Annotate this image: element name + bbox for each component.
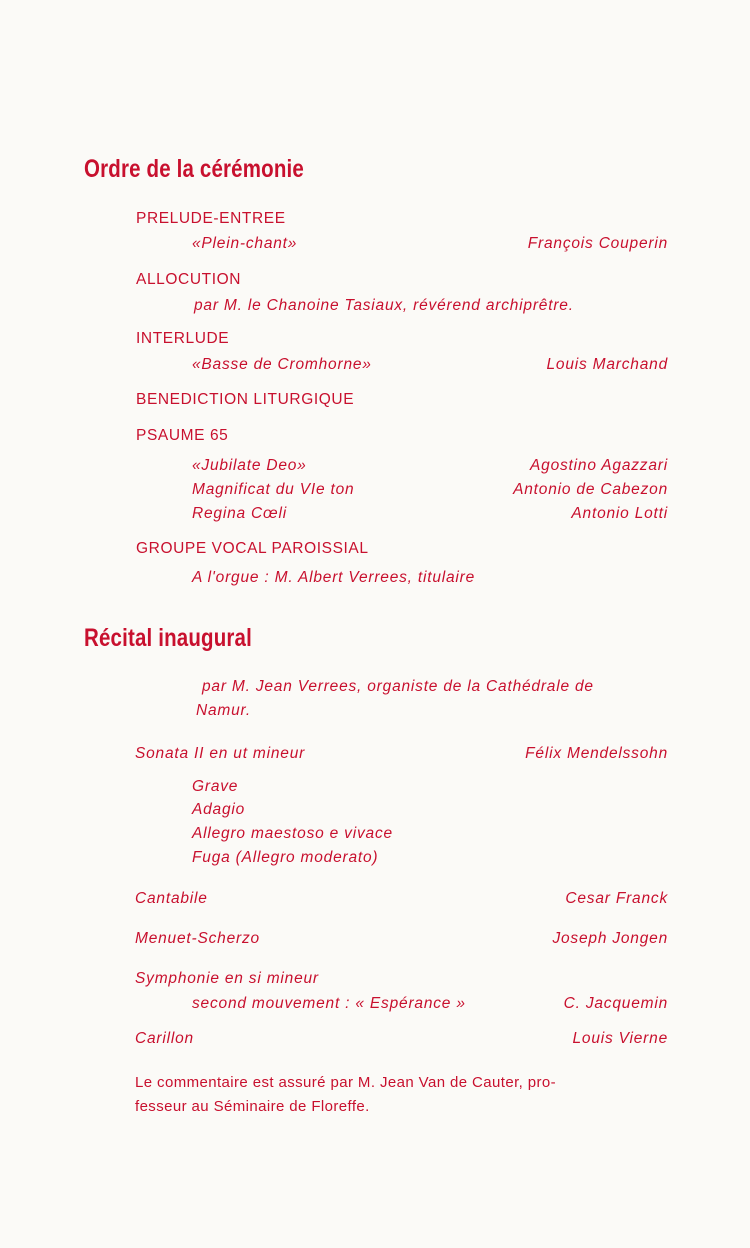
psaume-work-3: Regina Cœli [192, 505, 287, 522]
psaume-work-1: «Jubilate Deo» [192, 457, 307, 474]
allocution-text: par M. le Chanoine Tasiaux, révérend archiprêtre. [194, 297, 574, 314]
sonata-movement-4: Fuga (Allegro moderato) [192, 849, 379, 866]
cantabile-work: Cantabile [135, 890, 208, 907]
sonata-movement-1: Grave [192, 778, 239, 795]
menuet-work: Menuet-Scherzo [135, 930, 260, 947]
psaume-work-2: Magnificat du VIe ton [192, 481, 355, 498]
allocution-heading: ALLOCUTION [136, 271, 242, 288]
psaume-composer-3: Antonio Lotti [571, 505, 668, 522]
symphonie-sub: second mouvement : « Espérance » [192, 995, 466, 1012]
psaume-heading: PSAUME 65 [136, 427, 229, 444]
sonata-movement-2: Adagio [192, 801, 246, 818]
prelude-heading: PRELUDE-ENTREE [136, 210, 286, 227]
prelude-composer: François Couperin [527, 235, 668, 252]
prelude-work: «Plein-chant» [192, 235, 298, 252]
interlude-heading: INTERLUDE [136, 330, 230, 347]
symphonie-composer: C. Jacquemin [563, 995, 668, 1012]
interlude-composer: Louis Marchand [546, 356, 668, 373]
groupe-text: A l'orgue : M. Albert Verrees, titulaire [192, 569, 476, 586]
recital-title: Récital inaugural [84, 624, 252, 652]
sonata-work: Sonata II en ut mineur [135, 745, 306, 762]
interlude-work: «Basse de Cromhorne» [192, 356, 372, 373]
ceremony-title: Ordre de la cérémonie [84, 155, 304, 183]
psaume-composer-1: Agostino Agazzari [530, 457, 668, 474]
sonata-movement-3: Allegro maestoso e vivace [192, 825, 393, 842]
comment-line2: fesseur au Séminaire de Floreffe. [135, 1098, 370, 1115]
recital-intro-line1: par M. Jean Verrees, organiste de la Cathédrale de [202, 678, 594, 695]
groupe-heading: GROUPE VOCAL PAROISSIAL [136, 540, 369, 557]
symphonie-work: Symphonie en si mineur [135, 970, 319, 987]
carillon-work: Carillon [135, 1030, 194, 1047]
comment-line1: Le commentaire est assuré par M. Jean Van de Cauter, pro- [135, 1074, 557, 1091]
carillon-composer: Louis Vierne [572, 1030, 668, 1047]
sonata-composer: Félix Mendelssohn [525, 745, 668, 762]
benediction-heading: BENEDICTION LITURGIQUE [136, 391, 355, 408]
psaume-composer-2: Antonio de Cabezon [513, 481, 668, 498]
cantabile-composer: Cesar Franck [565, 890, 668, 907]
recital-intro-line2: Namur. [196, 702, 252, 719]
menuet-composer: Joseph Jongen [552, 930, 668, 947]
